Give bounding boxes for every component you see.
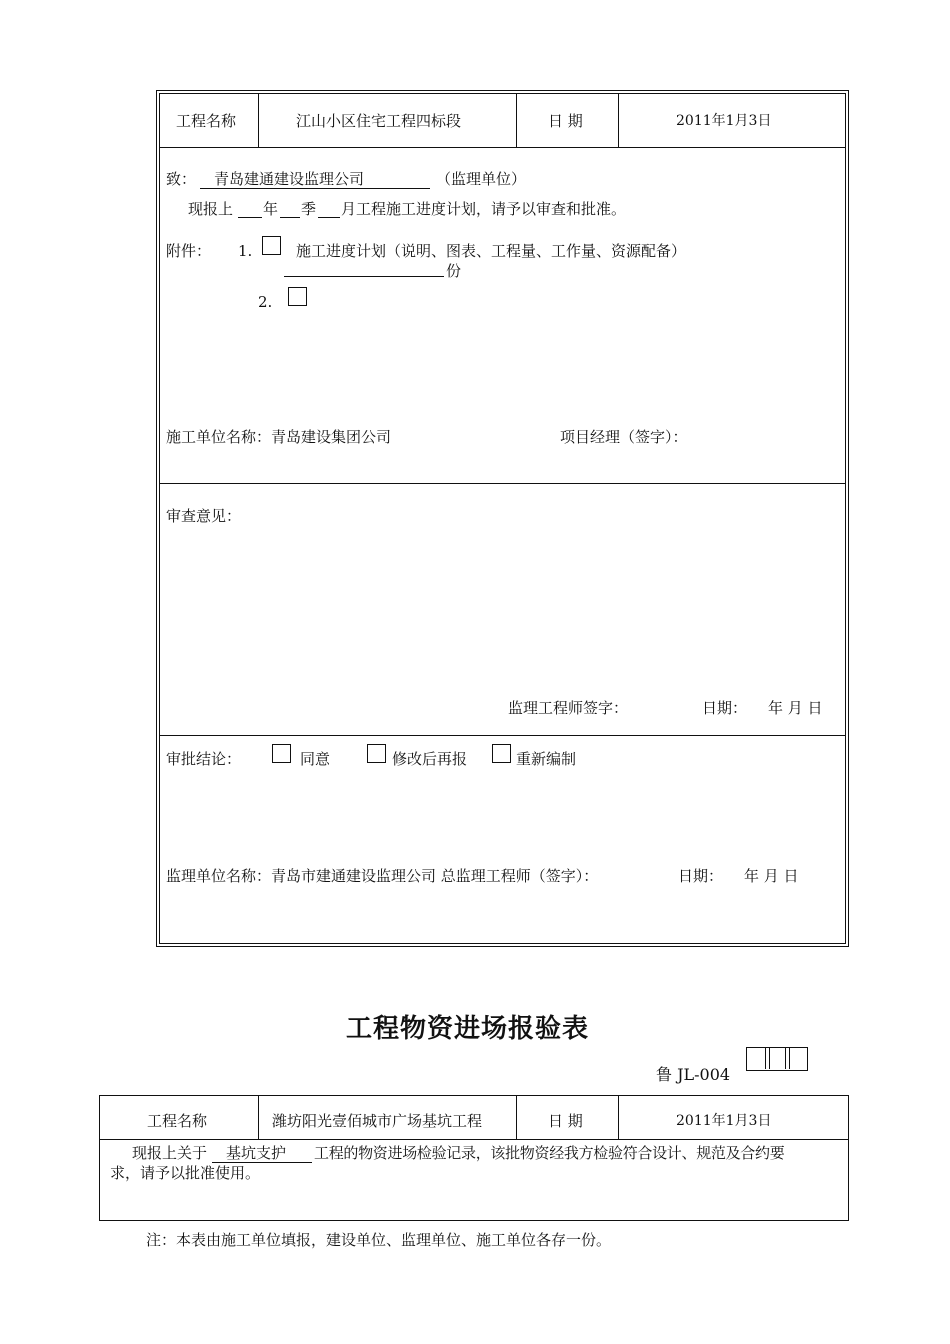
- project-manager-signature: 项目经理（签字）：: [560, 428, 688, 446]
- approval-label: 审批结论：: [166, 750, 242, 768]
- month-blank[interactable]: [318, 217, 340, 218]
- form2-note: 注：本表由施工单位填报，建设单位、监理单位、施工单位各存一份。: [146, 1231, 612, 1249]
- year-blank[interactable]: [238, 217, 262, 218]
- review-opinion-label: 审查意见：: [166, 507, 242, 525]
- form2-project-name-value[interactable]: 潍坊阳光壹佰城市广场基坑工程: [272, 1112, 483, 1130]
- recompile-checkbox[interactable]: [492, 744, 511, 763]
- revise-checkbox[interactable]: [367, 744, 386, 763]
- attachment-copies-blank[interactable]: [284, 276, 444, 277]
- form1-col-divider: [516, 93, 517, 147]
- form2-col-divider: [516, 1095, 517, 1139]
- code-box-divider: [789, 1048, 790, 1069]
- attachment-1-number: 1.: [238, 242, 253, 260]
- engineer-date-ymd[interactable]: 年 月 日: [768, 699, 823, 717]
- report-text-4: 月工程施工进度计划，请予以审查和批准。: [341, 200, 627, 218]
- supervisor-date-label: 日期：: [678, 867, 724, 885]
- date-label: 日 期: [548, 112, 583, 130]
- attachment-copies-unit: 份: [446, 262, 462, 280]
- form2-header-divider: [99, 1139, 849, 1140]
- form1-inner-border: [159, 93, 846, 944]
- supervisor-date-ymd[interactable]: 年 月 日: [744, 867, 799, 885]
- code-box-divider: [765, 1048, 766, 1069]
- attachment-2-checkbox[interactable]: [288, 287, 307, 306]
- form1-header-divider: [159, 147, 846, 148]
- attachment-1-text: 施工进度计划（说明、图表、工程量、工作量、资源配备）: [296, 242, 687, 260]
- to-suffix: （监理单位）: [436, 170, 527, 188]
- code-box-divider: [769, 1048, 770, 1069]
- contractor-name: 施工单位名称：青岛建设集团公司: [166, 428, 392, 446]
- agree-label: 同意: [300, 750, 331, 768]
- engineer-signature-label: 监理工程师签字：: [508, 699, 629, 717]
- to-prefix: 致：: [166, 170, 197, 188]
- attachment-1-checkbox[interactable]: [262, 236, 281, 255]
- form2-col-divider: [618, 1095, 619, 1139]
- form2-item-name[interactable]: 基坑支护: [212, 1144, 312, 1163]
- season-blank[interactable]: [280, 217, 300, 218]
- form2-body-prefix: 现报上关于: [132, 1144, 208, 1162]
- attachment-2-number: 2.: [258, 293, 273, 311]
- code-boxes: [746, 1047, 808, 1071]
- attachment-label: 附件：: [166, 242, 212, 260]
- recompile-label: 重新编制: [516, 750, 577, 768]
- section-divider: [159, 735, 846, 736]
- code-box-divider: [785, 1048, 786, 1069]
- engineer-date-label: 日期：: [702, 699, 748, 717]
- form2-body-text: 工程的物资进场检验记录，该批物资经我方检验符合设计、规范及合约要: [314, 1144, 785, 1162]
- form1-col-divider: [258, 93, 259, 147]
- form-code: 鲁 JL-004: [656, 1065, 731, 1084]
- form2-body-line2: 求，请予以批准使用。: [110, 1164, 261, 1182]
- report-text-2: 年: [263, 200, 279, 218]
- report-text-1: 现报上: [188, 200, 234, 218]
- form1-col-divider: [618, 93, 619, 147]
- report-text-3: 季: [301, 200, 317, 218]
- date-value[interactable]: 2011年1月3日: [676, 113, 772, 129]
- to-company[interactable]: 青岛建通建设监理公司: [200, 170, 430, 189]
- form2-title: 工程物资进场报验表: [346, 1014, 590, 1044]
- agree-checkbox[interactable]: [272, 744, 291, 763]
- project-name-label: 工程名称: [176, 112, 237, 130]
- form2-date-label: 日 期: [548, 1112, 583, 1130]
- supervisor-line: 监理单位名称：青岛市建通建设监理公司 总监理工程师（签字）：: [166, 867, 599, 885]
- revise-label: 修改后再报: [392, 750, 468, 768]
- project-name-value[interactable]: 江山小区住宅工程四标段: [296, 112, 462, 130]
- form2-date-value[interactable]: 2011年1月3日: [676, 1113, 772, 1129]
- section-divider: [159, 483, 846, 484]
- form2-col-divider: [258, 1095, 259, 1139]
- form2-project-name-label: 工程名称: [147, 1112, 208, 1130]
